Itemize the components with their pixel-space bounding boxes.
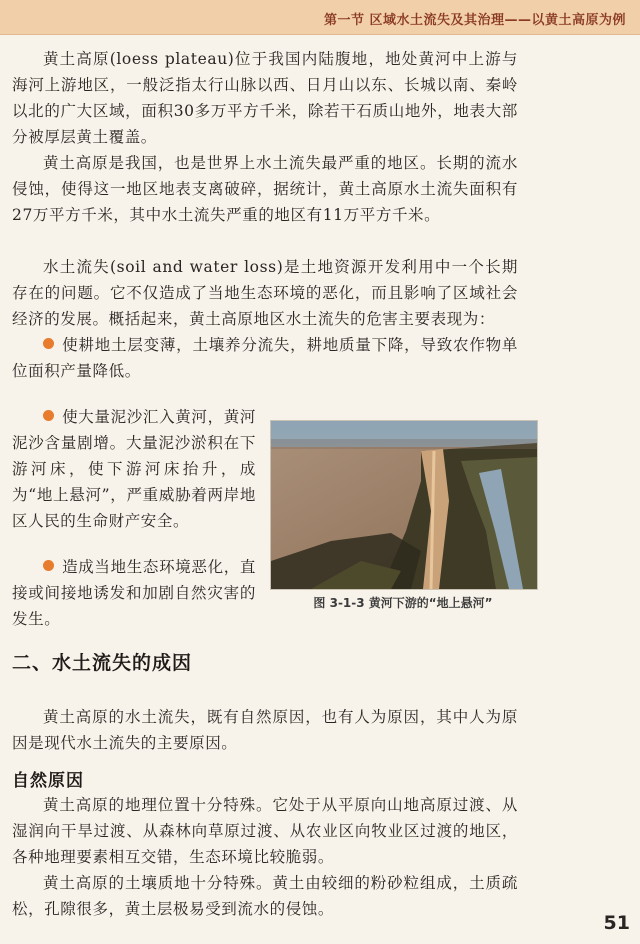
paragraph-harm-intro: 水土流失(soil and water loss)是土地资源开发利用中一个长期存在的问题。它不仅造成了当地生态环境的恶化，而且影响了区域社会经济的发展。概括起来，黄土高原地区水土流失的危害主要表现为： — [12, 258, 518, 328]
paragraph-soil: 黄土高原的土壤质地十分特殊。黄土由较细的粉砂粒组成，土质疏松，孔隙很多，黄土层极易受到流水的侵蚀。 — [12, 874, 518, 918]
subsection-title: 自然原因 — [12, 771, 84, 791]
running-header — [0, 0, 640, 35]
bullet-text: 使耕地土层变薄，土壤养分流失，耕地质量下降，导致农作物单位面积产量降低。 — [12, 336, 518, 380]
figure-caption: 图 3-1-3 黄河下游的“地上悬河” — [313, 596, 493, 610]
bullet-item-disaster — [12, 554, 256, 632]
paragraph-geography: 黄土高原的地理位置十分特殊。它处于从平原向山地高原过渡、从湿润向干旱过渡、从森林向草原过渡、从农业区向牧业区过渡的地区，各种地理要素相互交错，生态环境比较脆弱。 — [12, 796, 518, 866]
bullet-dot-icon — [43, 560, 54, 571]
section-title: 二、水土流失的成因 — [12, 652, 193, 674]
bullet-dot-icon — [43, 410, 54, 421]
running-title: 第一节 区域水土流失及其治理——以黄土高原为例 — [323, 13, 626, 28]
bullet-dot-icon — [43, 338, 54, 349]
bullet-text: 造成当地生态环境恶化，直接或间接地诱发和加剧自然灾害的发生。 — [12, 558, 256, 628]
paragraph-loess-intro: 黄土高原(loess plateau)位于我国内陆腹地，地处黄河中上游与海河上游地区，一般泛指太行山脉以西、日月山以东、长城以南、秦岭以北的广大区域，面积30多万平方千米，除若干石质山地外，地表大部分被厚层黄土覆盖。 — [12, 50, 518, 146]
bullet-text: 使大量泥沙汇入黄河，黄河泥沙含量剧增。大量泥沙淤积在下游河床，使下游河床抬升，成为“地上悬河”，严重威胁着两岸地区人民的生命财产安全。 — [12, 408, 256, 530]
bullet-item-sediment — [12, 404, 256, 534]
suspended-river-photo-image — [271, 421, 537, 589]
page-number: 51 — [603, 912, 630, 934]
bullet-item-farmland — [12, 332, 518, 384]
paragraph-erosion-severity: 黄土高原是我国，也是世界上水土流失最严重的地区。长期的流水侵蚀，使得这一地区地表支离破碎，据统计，黄土高原水土流失面积有27万平方千米，其中水土流失严重的地区有11万平方千米。 — [12, 154, 518, 224]
figure-photo-suspended-river — [270, 420, 538, 590]
paragraph-causes-intro: 黄土高原的水土流失，既有自然原因，也有人为原因，其中人为原因是现代水土流失的主要原因。 — [12, 708, 518, 752]
